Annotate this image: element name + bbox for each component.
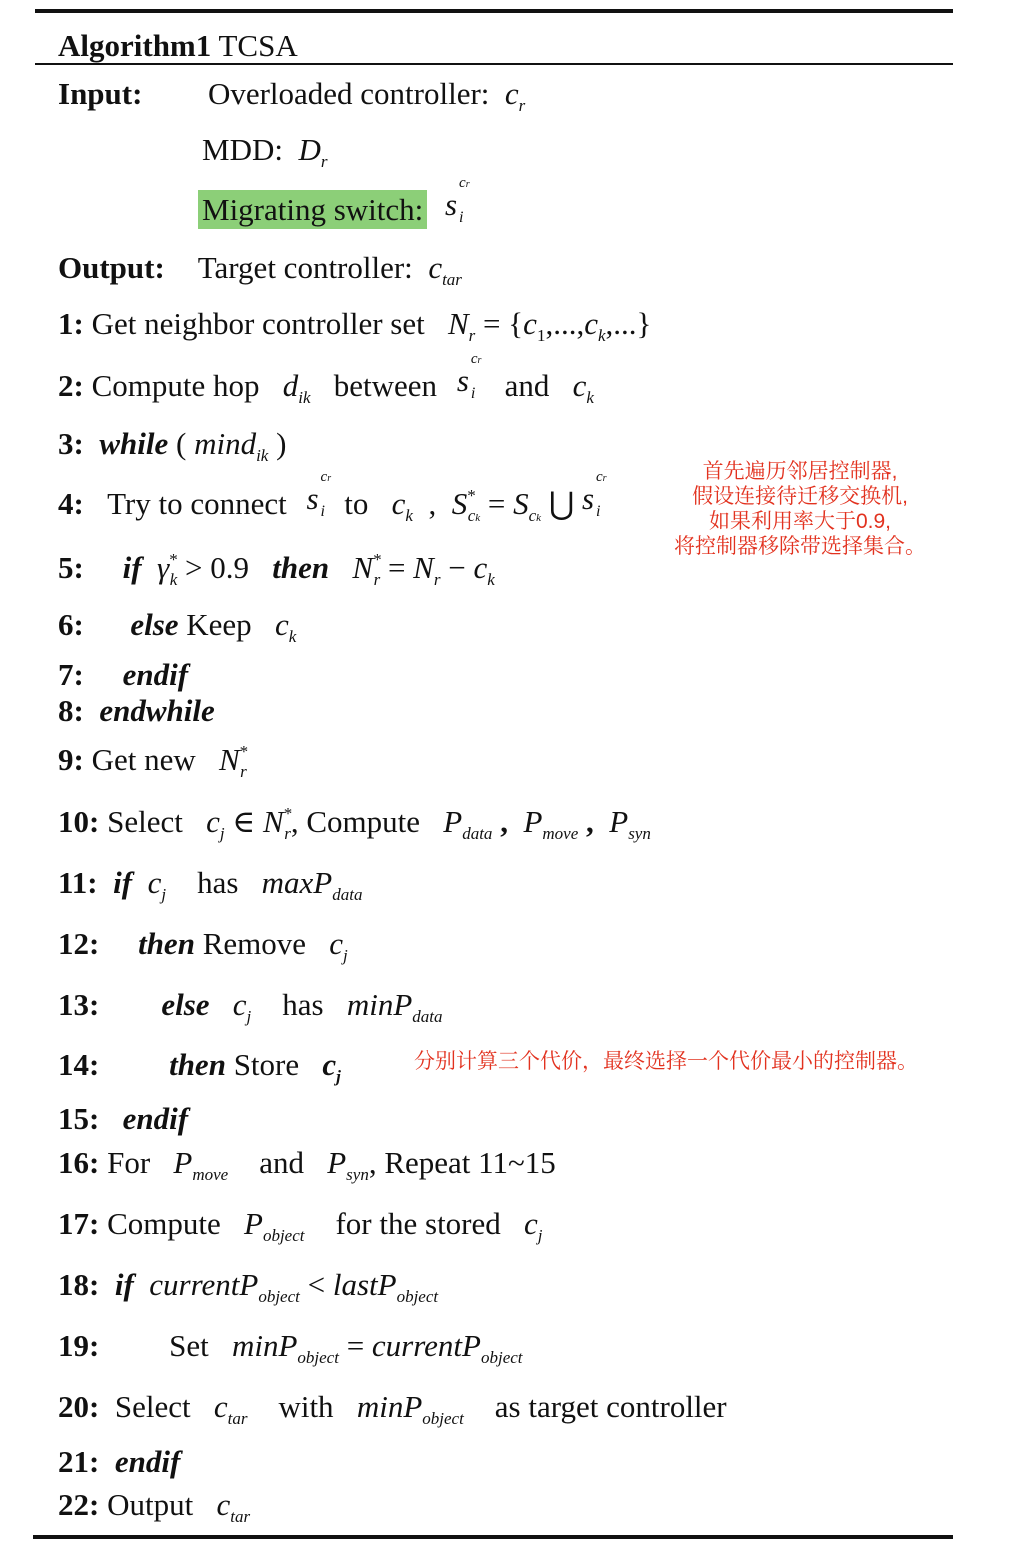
input-line-3 bbox=[198, 175, 475, 230]
keyword-endif: endif bbox=[114, 1444, 181, 1479]
math-set-union: , $S^*_{ck} = S_{ck}$ ⋃ bbox=[420, 486, 582, 525]
step-text: Get new bbox=[91, 742, 196, 777]
step-6 bbox=[58, 605, 296, 645]
step-number: 8: bbox=[58, 693, 84, 728]
algorithm-title bbox=[58, 26, 298, 66]
annotation-line: 假设连接待迁移交换机, bbox=[692, 485, 908, 508]
step-number: 1: bbox=[58, 306, 84, 341]
step-number: 21: bbox=[58, 1444, 100, 1479]
keyword-then: then bbox=[169, 1047, 226, 1082]
step-15 bbox=[58, 1099, 188, 1139]
algorithm-name: TCSA bbox=[218, 28, 298, 63]
step-text: Remove bbox=[202, 926, 306, 961]
output-line bbox=[58, 248, 462, 288]
keyword-then: then bbox=[272, 550, 330, 585]
bottom-rule bbox=[33, 1535, 953, 1539]
step-3 bbox=[58, 424, 286, 464]
step-9 bbox=[58, 740, 247, 780]
step-text: Try to connect bbox=[107, 486, 287, 521]
keyword-endif: endif bbox=[122, 1101, 189, 1136]
step-22 bbox=[58, 1485, 250, 1525]
step-text: Select bbox=[114, 1389, 191, 1424]
math-c-j: $c_j$ bbox=[217, 987, 252, 1026]
math-p-move: $P_{move}$ bbox=[157, 1145, 229, 1184]
step-number: 18: bbox=[58, 1267, 100, 1302]
math-s-i-cr: s cr i bbox=[456, 351, 482, 402]
keyword-if: if bbox=[122, 550, 142, 585]
step-text: as target controller bbox=[494, 1389, 727, 1424]
step-10 bbox=[58, 802, 651, 842]
math-mind-ik: ( mind$_{ik}$ ) bbox=[175, 426, 287, 465]
math-d-r: $D_r$ bbox=[290, 132, 328, 171]
step-number: 10: bbox=[58, 804, 100, 839]
top-rule bbox=[35, 9, 953, 13]
math-min-p-data: minP$_{data}$ bbox=[331, 987, 443, 1026]
step-number: 9: bbox=[58, 742, 84, 777]
step-8 bbox=[58, 691, 215, 731]
math-c-j: $c_j$ bbox=[313, 926, 348, 965]
step-16 bbox=[58, 1143, 556, 1183]
math-min-p-object: minP$_{object}$ bbox=[341, 1389, 464, 1428]
step-19 bbox=[58, 1326, 523, 1366]
math-current-lt-last: currentP$_{object}$ < lastP$_{object}$ bbox=[149, 1267, 439, 1306]
step-text: , Repeat 11~15 bbox=[368, 1145, 556, 1180]
step-text: with bbox=[278, 1389, 334, 1424]
math-p-syn: $P_{syn}$ bbox=[311, 1145, 369, 1184]
math-n-r-star: $N^*_r = N_r - c_k$ bbox=[352, 550, 495, 589]
step-number: 13: bbox=[58, 987, 100, 1022]
step-text: Keep bbox=[186, 607, 252, 642]
keyword-while: while bbox=[99, 426, 169, 461]
step-number: 22: bbox=[58, 1487, 100, 1522]
math-max-p-data: maxP$_{data}$ bbox=[246, 865, 363, 904]
output-label: Output: bbox=[58, 250, 165, 285]
step-text: and bbox=[504, 368, 550, 403]
math-c-tar: $c_{tar}$ bbox=[420, 250, 462, 289]
step-text: Store bbox=[233, 1047, 300, 1082]
step-13 bbox=[58, 985, 443, 1025]
step-number: 19: bbox=[58, 1328, 100, 1363]
step-number: 4: bbox=[58, 486, 84, 521]
step-number: 3: bbox=[58, 426, 84, 461]
step-11 bbox=[58, 863, 362, 903]
step-text: , Compute bbox=[290, 804, 421, 839]
step-4 bbox=[58, 469, 612, 525]
step-text: For bbox=[107, 1145, 151, 1180]
step-text: Select bbox=[107, 804, 183, 839]
input-label: Input: bbox=[58, 76, 143, 111]
step-number: 6: bbox=[58, 607, 84, 642]
output-target-controller: Target controller: bbox=[197, 250, 413, 285]
math-c-j-in-n: $c_j$ ∈ $N^*_r$ bbox=[206, 804, 293, 843]
step-7 bbox=[58, 655, 188, 695]
step-text: Output bbox=[107, 1487, 194, 1522]
math-d-ik: $d_{ik}$ bbox=[267, 368, 311, 407]
math-c-tar: $c_{tar}$ bbox=[198, 1389, 248, 1428]
math-neighbor-set: $N_r = \{c_1,...,c_k,...\}$ bbox=[447, 306, 652, 345]
step-number: 12: bbox=[58, 926, 100, 961]
step-text: Compute bbox=[107, 1206, 221, 1241]
annotation-neighbor-check bbox=[660, 459, 940, 559]
input-line-2 bbox=[202, 130, 327, 170]
input-migrating-switch: Migrating switch: bbox=[198, 190, 427, 229]
step-text: Set bbox=[169, 1328, 209, 1363]
keyword-else: else bbox=[161, 987, 210, 1022]
step-17 bbox=[58, 1204, 543, 1244]
annotation-line: 如果利用率大于0.9, bbox=[708, 510, 892, 533]
math-c-j: $c_j$ bbox=[306, 1047, 341, 1086]
math-s-i-cr: s cr i bbox=[582, 469, 607, 520]
step-text: Get neighbor controller set bbox=[91, 306, 425, 341]
math-p-object: $P_{object}$ bbox=[228, 1206, 305, 1245]
math-c-k: $c_k$ bbox=[376, 486, 413, 525]
keyword-if: if bbox=[114, 1267, 134, 1302]
math-c-k: $c_k$ bbox=[557, 368, 594, 407]
step-number: 5: bbox=[58, 550, 84, 585]
keyword-endif: endif bbox=[122, 657, 189, 692]
annotation-line: 首先遍历邻居控制器, bbox=[702, 460, 898, 483]
step-number: 16: bbox=[58, 1145, 100, 1180]
step-12 bbox=[58, 924, 348, 964]
step-14 bbox=[58, 1045, 341, 1085]
keyword-else: else bbox=[130, 607, 179, 642]
math-c-tar: $c_{tar}$ bbox=[200, 1487, 251, 1526]
keyword-if: if bbox=[113, 865, 133, 900]
annotation-cost-selection: 分别计算三个代价，最终选择一个代价最小的控制器。 bbox=[414, 1050, 918, 1073]
step-20 bbox=[58, 1387, 727, 1427]
keyword-endwhile: endwhile bbox=[99, 693, 215, 728]
step-text: to bbox=[344, 486, 369, 521]
math-c-k: $c_k$ bbox=[259, 607, 297, 646]
input-overloaded-controller: Overloaded controller: bbox=[207, 76, 490, 111]
step-1 bbox=[58, 304, 651, 344]
annotation-line: 将控制器移除带选择集合。 bbox=[674, 535, 926, 558]
step-number: 20: bbox=[58, 1389, 100, 1424]
input-line-1 bbox=[58, 74, 525, 114]
step-5 bbox=[58, 548, 495, 588]
math-c-j: $c_j$ bbox=[508, 1206, 543, 1245]
step-2 bbox=[58, 351, 594, 407]
math-n-r-star: $N^*_r$ bbox=[218, 742, 249, 781]
math-p-terms: $P_{data}$ , $P_{move}$ , $P_{syn}$ bbox=[443, 804, 651, 843]
step-number: 14: bbox=[58, 1047, 100, 1082]
input-mdd: MDD: bbox=[202, 132, 283, 167]
step-number: 2: bbox=[58, 368, 84, 403]
step-number: 15: bbox=[58, 1101, 100, 1136]
math-gamma-k: $\gamma^*_k > 0.9$ bbox=[157, 550, 265, 589]
step-text: and bbox=[259, 1145, 304, 1180]
math-c-j: $c_j$ bbox=[139, 865, 167, 904]
step-number: 17: bbox=[58, 1206, 100, 1241]
math-c-r: $c_r$ bbox=[497, 76, 526, 115]
step-text: Compute hop bbox=[91, 368, 260, 403]
step-number: 7: bbox=[58, 657, 84, 692]
step-text: for the stored bbox=[335, 1206, 501, 1241]
step-21 bbox=[58, 1442, 180, 1482]
math-s-i-cr: s cr i bbox=[306, 469, 332, 520]
step-number: 11: bbox=[58, 865, 98, 900]
math-min-eq-current: minP$_{object}$ = currentP$_{object}$ bbox=[231, 1328, 523, 1367]
keyword-then: then bbox=[138, 926, 195, 961]
step-text: between bbox=[333, 368, 438, 403]
step-18 bbox=[58, 1265, 438, 1305]
algorithm-label: Algorithm1 bbox=[58, 28, 212, 63]
step-text: has bbox=[197, 865, 239, 900]
step-text: has bbox=[282, 987, 324, 1022]
math-s-i-cr: s cr i bbox=[445, 175, 470, 226]
